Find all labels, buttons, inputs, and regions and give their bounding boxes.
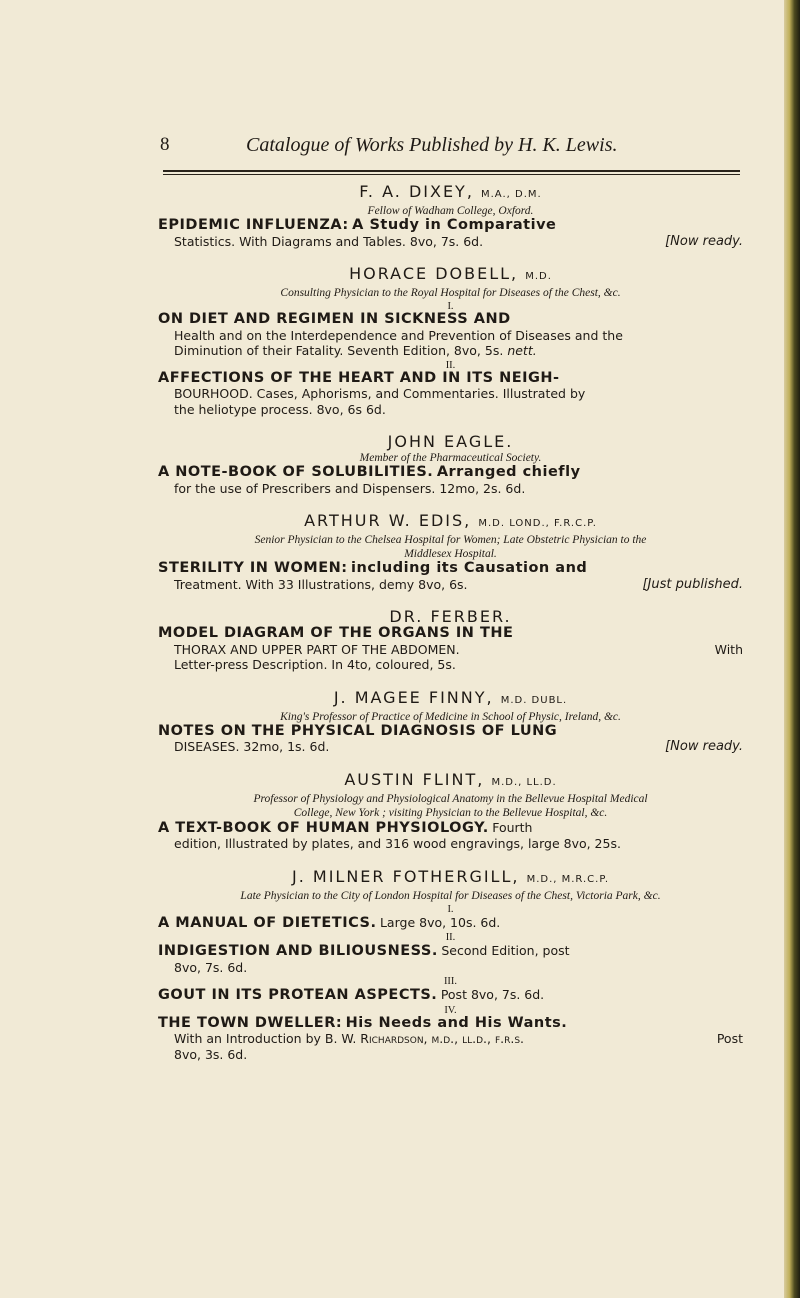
book-title: THE TOWN DWELLER: [158, 1014, 343, 1031]
book-title: NOTES ON THE PHYSICAL DIAGNOSIS OF LUNG [158, 722, 558, 739]
author-degrees: M.D. DUBL. [500, 694, 568, 706]
author-affiliation: Professor of Physiology and Physiological Anatomy in the Bellevue Hospital Medical [253, 792, 648, 805]
book-title-cont: THORAX AND UPPER PART OF THE ABDOMEN. [174, 641, 460, 657]
author-affiliation: Senior Physician to the Chelsea Hospital for Women; Late Obstetric Physician to the [254, 534, 647, 546]
page-number: 8 [160, 134, 170, 155]
book-details: Second Edition, post [441, 943, 570, 958]
book-details: DISEASES. 32mo, 1s. 6d. [174, 739, 330, 754]
book-details: Treatment. With 33 Illustrations, demy 8vo, 6s. [174, 576, 468, 592]
book-details: Large 8vo, 10s. 6d. [379, 914, 501, 930]
catalogue-entry [158, 264, 743, 417]
book-title: ON DIET AND REGIMEN IN SICKNESS AND [158, 311, 511, 327]
book-subtitle: A Study in Comparative [352, 217, 557, 233]
author-name: HORACE DOBELL, M.D. [349, 264, 552, 283]
book-numeral: IV. [444, 1004, 457, 1016]
book-details: Letter-press Description. In 4to, coloured, 5s. [174, 657, 456, 672]
author-degrees: M.D. LOND., F.R.C.P. [478, 518, 597, 529]
book-title: A TEXT-BOOK OF HUMAN PHYSIOLOGY. [158, 819, 489, 836]
header-rule-thin [163, 174, 740, 175]
book-price-note: nett. [507, 343, 537, 358]
book-status: [Now ready. [665, 739, 743, 754]
book-title: EPIDEMIC INFLUENZA: [158, 217, 349, 233]
book-title: INDIGESTION AND BILIOUSNESS. [158, 943, 438, 959]
book-listing [158, 218, 743, 249]
book-listing [158, 976, 743, 1004]
book-listing [158, 904, 743, 932]
book-status: [Now ready. [665, 233, 743, 249]
author-name: JOHN EAGLE. [387, 432, 514, 451]
author-affiliation-cont: Middlesex Hospital. [404, 548, 497, 560]
book-listing [158, 561, 743, 592]
book-details: Statistics. With Diagrams and Tables. 8vo, 7s. 6d. [174, 233, 484, 249]
author-affiliation: King's Professor of Practice of Medicine in School of Physic, Ireland, &c. [280, 710, 621, 723]
book-details: Fourth [492, 819, 533, 835]
book-title: STERILITY IN WOMEN: [158, 560, 348, 576]
book-title: MODEL DIAGRAM OF THE ORGANS IN THE [158, 625, 514, 641]
book-introducer: Richardson, m.d., ll.d., f.r.s. [360, 1031, 525, 1046]
book-numeral: I. [447, 301, 454, 312]
book-numeral: III. [443, 976, 458, 987]
book-details: edition, Illustrated by plates, and 316 wood engravings, large 8vo, 25s. [174, 836, 621, 851]
book-details: With [714, 641, 743, 657]
book-subtitle: His Needs and His Wants. [345, 1014, 568, 1031]
book-details: 8vo, 3s. 6d. [174, 1046, 248, 1062]
book-numeral: I. [447, 903, 454, 915]
book-details: Diminution of their Fatality. Seventh Edition, 8vo, 5s. [174, 343, 504, 358]
book-listing [158, 465, 743, 496]
book-listing [158, 932, 743, 975]
author-degrees: M.D., M.R.C.P. [526, 873, 609, 885]
author-name: DR. FERBER. [389, 607, 512, 626]
catalogue-entry [158, 688, 743, 755]
page-binding-edge [784, 0, 800, 1298]
book-listing [158, 1005, 743, 1063]
author-name: J. MILNER FOTHERGILL, M.D., M.R.C.P. [292, 866, 609, 886]
catalogue-entries [158, 182, 743, 1077]
book-status: [Just published. [642, 576, 743, 592]
book-details: for the use of Prescribers and Dispensers. 12mo, 2s. 6d. [174, 480, 526, 496]
author-name: AUSTIN FLINT, M.D., LL.D. [344, 769, 557, 789]
catalogue-entry [158, 182, 743, 249]
author-affiliation: Fellow of Wadham College, Oxford. [367, 205, 534, 217]
header-rule-thick [163, 170, 740, 172]
catalogue-entry [158, 511, 743, 592]
book-details: Health and on the Interdependence and Prevention of Diseases and the [174, 327, 623, 343]
book-listing [158, 626, 743, 673]
book-listing [158, 301, 743, 359]
book-title: AFFECTIONS OF THE HEART AND IN ITS NEIGH- [158, 369, 560, 386]
book-details: Post [716, 1031, 743, 1046]
catalogue-entry [158, 867, 743, 1063]
author-affiliation: Member of the Pharmaceutical Society. [359, 452, 542, 464]
book-details: the heliotype process. 8vo, 6s 6d. [174, 401, 386, 417]
book-numeral: II. [445, 932, 456, 943]
running-head [0, 134, 786, 160]
author-degrees: M.D., LL.D. [491, 776, 557, 788]
catalogue-entry [158, 607, 743, 673]
catalogue-entry [158, 432, 743, 496]
book-details: BOURHOOD. Cases, Aphorisms, and Commentaries. Illustrated by [174, 386, 586, 401]
book-title: A MANUAL OF DIETETICS. [158, 914, 377, 931]
catalogue-entry [158, 770, 743, 852]
author-degrees: M.A., D.M. [481, 189, 542, 200]
book-title: GOUT IN ITS PROTEAN ASPECTS. [158, 987, 438, 1003]
author-name: F. A. DIXEY, M.A., D.M. [359, 182, 542, 201]
author-degrees: M.D. [525, 271, 552, 282]
author-affiliation: Consulting Physician to the Royal Hospital for Diseases of the Chest, &c. [280, 287, 621, 299]
book-listing [158, 724, 743, 755]
author-name: ARTHUR W. EDIS, M.D. LOND., F.R.C.P. [304, 511, 597, 530]
author-name: J. MAGEE FINNY, M.D. DUBL. [333, 687, 568, 707]
book-numeral: II. [445, 359, 456, 371]
book-subtitle: Arranged chiefly [436, 464, 581, 480]
book-details: 8vo, 7s. 6d. [174, 959, 248, 975]
running-title: Catalogue of Works Published by H. K. Lewis. [246, 134, 618, 156]
book-details: With an Introduction by B. W. [174, 1031, 357, 1046]
author-affiliation: Late Physician to the City of London Hospital for Diseases of the Chest, Victoria Park, &c. [240, 889, 661, 902]
author-affiliation-cont: College, New York ; visiting Physician to the Bellevue Hospital, &c. [293, 806, 608, 819]
book-subtitle: including its Causation and [351, 560, 588, 576]
book-listing [158, 360, 743, 418]
book-listing [158, 820, 743, 852]
book-title: A NOTE-BOOK OF SOLUBILITIES. [158, 464, 434, 480]
book-details: Post 8vo, 7s. 6d. [440, 987, 545, 1002]
